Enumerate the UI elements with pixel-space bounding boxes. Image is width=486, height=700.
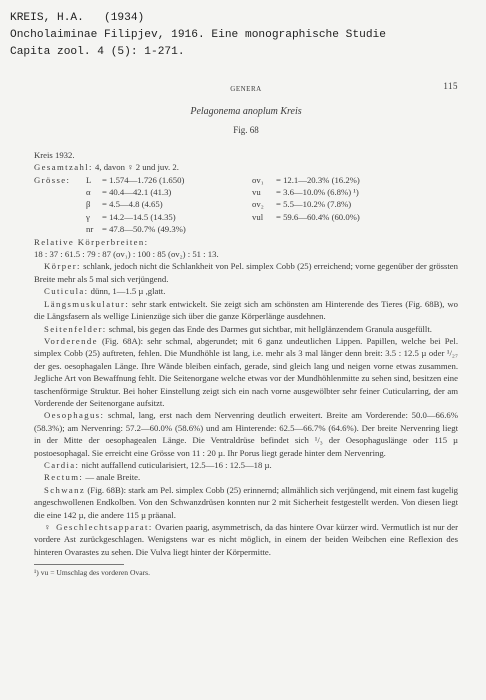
seitenfelder-para <box>34 323 458 335</box>
footnote: ¹) vu = Umschlag des vorderen Ovars. <box>34 568 151 578</box>
running-head <box>34 80 458 94</box>
groesse-label: Grösse: <box>34 174 71 185</box>
rectum-label: Rectum: <box>44 472 84 483</box>
cardia-para <box>34 459 458 471</box>
meas-val: = 12.1—20.3% (16.2%) <box>276 174 360 185</box>
vorderende-para <box>34 335 458 409</box>
book-page <box>34 80 458 580</box>
meas-sym: α <box>86 187 91 198</box>
cardia-text: nicht auffallend cuticularisiert, 12.5—16 : 12.5—18 µ. <box>79 459 272 470</box>
citation-author: KREIS, H.A. (1934) <box>10 12 145 24</box>
geschlecht-para <box>34 521 458 558</box>
laengsmuskulatur-text: sehr stark entwickelt. Sie zeigt sich am schönsten am Hinterende des Tieres (Fig. 68B), wo die Längsfasern als wellige Linienzüge sich über die ganze Körperlänge ausdehnen. <box>34 298 458 322</box>
koerper-para <box>34 260 458 285</box>
meas-sym: γ <box>86 211 90 222</box>
author-year: Kreis 1932. <box>34 149 75 160</box>
meas-val: = 5.5—10.2% (7.8%) <box>276 199 352 210</box>
meas-val: = 14.2—14.5 (14.35) <box>102 211 176 222</box>
meas-val: = 1.574—1.726 (1.650) <box>102 174 185 185</box>
meas-sym: nr <box>86 224 94 235</box>
relative-label: Relative Körperbreiten: <box>34 236 149 247</box>
gesamtzahl-text: 4, davon ♀ 2 und juv. 2. <box>95 162 179 173</box>
oesophagus-text: schmal, lang, erst nach dem Nervenring deutlich erweitert. Breite am Vorderende: 50.0—66.6% (58.3%); am Nervenring: 57.2—60.0% (58.6%) und am Hinterende: 62.5—66.7% (64.6%). Der breite Nervenring liegt in der Mitte der oesophagealen Länge. Die Ventraldrüse befindet sich ¹/₃ der Oesophaguslänge oder 115 µ postoesophagal. Sie erreicht eine Grösse von 11 : 20 µ. Ihr Porus liegt gerade hinter dem Nervenring. <box>34 410 458 458</box>
meas-val: = 59.6—60.4% (60.0%) <box>276 211 360 222</box>
geschlecht-label: ♀ Geschlechtsapparat: <box>44 522 153 532</box>
meas-sym: ov₁ <box>252 174 264 185</box>
laengsmuskulatur-para <box>34 298 458 323</box>
cuticula-para <box>34 285 458 297</box>
cardia-label: Cardia: <box>44 459 80 470</box>
running-head-title: GENERA <box>230 85 262 93</box>
page-number: 115 <box>443 81 458 91</box>
citation-journal: Capita zool. 4 (5): 1-271. <box>10 46 185 58</box>
vorderende-label: Vorderende <box>44 335 98 346</box>
gesamtzahl-para <box>34 161 458 173</box>
koerper-text: schlank, jedoch nicht die Schlankheit von Pel. simplex Cobb (25) erreichend; vorne gegenüber der grössten Breite mehr als 5 mal sich verjüngend. <box>34 261 458 284</box>
meas-val: = 4.5—4.8 (4.65) <box>102 199 163 210</box>
meas-sym: β <box>86 199 91 210</box>
vorderende-text: (Fig. 68A): sehr schmal, abgerundet; mit 6 ganz undeutlichen Lippen. Papillen, welche bei Pel. simplex Cobb (25) auftreten, fehlen. Die Mundhöhle ist lang, i.e. mehr als 3 mal länger denn breit: 3.5 : 12.5 µ oder ¹/₂₇ der ges. oesophagalen Länge. Ihre Wände bleiben einfach, gerade, sind gleich lang und neigen vorne etwas zusammen. Jegliche Art von Bewaffnung fehlt. Die Seitenorgane welche etwas vor der Mundhöhlenmitte zu sehen sind, besitzen eine taschenförmige Struktur. Bei hoher Einstellung zeigt sich ein nach vorne ausgewölbter sehr feiner Cuticularring, der am Vorderende der Seitenorgane aufsitzt. <box>34 335 458 408</box>
meas-sym: L <box>86 174 92 185</box>
citation-title: Oncholaiminae Filipjev, 1916. Eine monographische Studie <box>10 29 386 41</box>
cuticula-label: Cuticula: <box>44 286 89 297</box>
gesamtzahl-label: Gesamtzahl: <box>34 162 93 173</box>
oesophagus-label: Oesophagus: <box>44 410 105 421</box>
meas-sym: vul <box>252 211 264 222</box>
seitenfelder-text: schmal, bis gegen das Ende des Darmes gut sichtbar, mit hellglänzendem Granula ausgefüllt. <box>106 323 432 334</box>
figure-ref: Fig. 68 <box>233 125 259 136</box>
cuticula-text: dünn, 1—1.5 µ ,glatt. <box>88 286 166 297</box>
oesophagus-para <box>34 409 458 459</box>
footnote-divider <box>34 564 124 565</box>
laengsmuskulatur-label: Längsmuskulatur: <box>44 298 130 309</box>
rectum-para <box>34 471 458 483</box>
seitenfelder-label: Seitenfelder: <box>44 323 107 334</box>
citation-header <box>10 10 480 61</box>
meas-sym: vu <box>252 187 261 198</box>
meas-val: = 40.4—42.1 (41.3) <box>102 187 172 198</box>
schwanz-para <box>34 484 458 521</box>
species-title: Pelagonema anoplum Kreis <box>190 106 302 117</box>
geschlecht-text: Ovarien paarig, asymmetrisch, da das hintere Ovar kürzer wird. Vermutlich ist nur der vordere Ast zurückgeschlagen. Wenigstens war es nicht möglich, in einem der beiden Weibchen eine Reflexion des hinteren Ovarastes zu sehen. Die Vulva liegt hinter der Körpermitte. <box>34 522 458 557</box>
schwanz-text: (Fig. 68B): stark am Pel. simplex Cobb (25) erinnernd; allmählich sich verjüngend, mit einem fast kugelig angeschwollenen Endkolben. Von den Schwanzdrüsen konnten nur 2 mit Sicherheit festgestellt werden. Von diesen liegt die eine 142 µ, die andere 115 µ präanal. <box>34 484 458 520</box>
koerper-label: Körper: <box>44 261 81 272</box>
rectum-text: — anale Breite. <box>83 472 141 483</box>
meas-val: = 3.6—10.0% (6.8%) ¹) <box>276 187 359 198</box>
relative-values: 18 : 37 : 61.5 : 79 : 87 (ov₁) : 100 : 85 (ov₂) : 51 : 13. <box>34 249 219 260</box>
measurements-table <box>34 174 360 236</box>
schwanz-label: Schwanz <box>44 484 86 495</box>
meas-sym: ov₂ <box>252 199 264 210</box>
meas-val: = 47.8—50.7% (49.3%) <box>102 224 186 235</box>
